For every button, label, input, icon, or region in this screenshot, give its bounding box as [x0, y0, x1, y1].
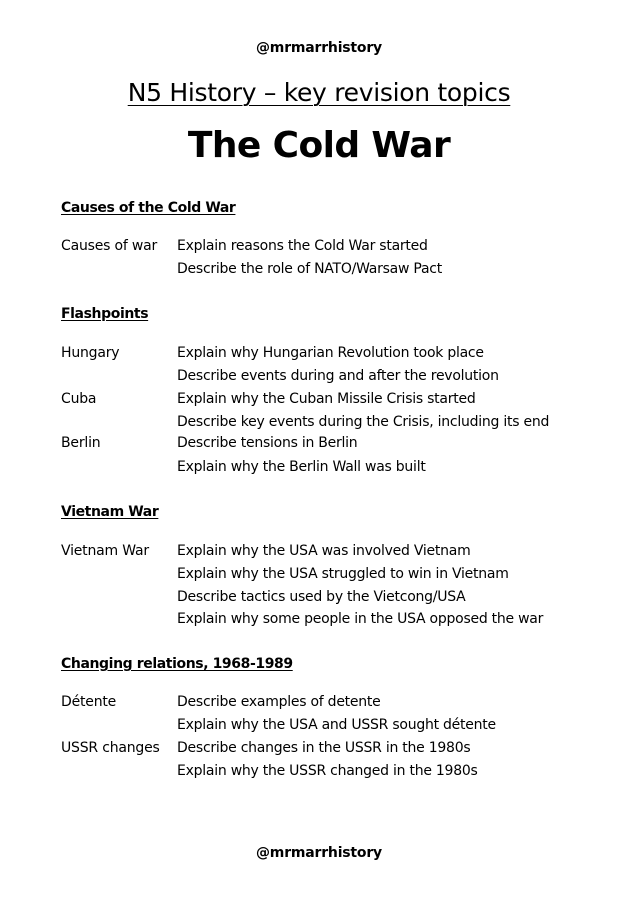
point-item: Explain why the USA and USSR sought détente: [177, 717, 496, 733]
page-subtitle: N5 History – key revision topics: [127, 78, 511, 107]
point-item: Explain why the USA struggled to win in Vietnam: [177, 566, 509, 582]
section-heading-flashpoints: Flashpoints: [61, 306, 149, 322]
point-item: Explain why the Berlin Wall was built: [177, 459, 426, 475]
topic-ussr-changes: USSR changes: [61, 740, 160, 756]
point-item: Explain why the Cuban Missile Crisis started: [177, 391, 476, 407]
point-item: Describe events during and after the revolution: [177, 368, 499, 384]
point-item: Describe the role of NATO/Warsaw Pact: [177, 261, 442, 277]
page-title: The Cold War: [187, 125, 451, 166]
section-heading-changing-relations: Changing relations, 1968-1989: [61, 656, 293, 672]
point-item: Explain reasons the Cold War started: [177, 238, 428, 254]
topic-vietnam-war: Vietnam War: [61, 543, 149, 559]
point-item: Explain why Hungarian Revolution took place: [177, 345, 484, 361]
point-item: Describe examples of detente: [177, 694, 381, 710]
topic-detente: Détente: [61, 694, 117, 710]
topic-hungary: Hungary: [61, 345, 120, 361]
point-item: Describe tactics used by the Vietcong/USA: [177, 589, 466, 605]
point-item: Explain why the USSR changed in the 1980s: [177, 763, 478, 779]
point-item: Describe tensions in Berlin: [177, 435, 358, 451]
point-item: Describe changes in the USSR in the 1980s: [177, 740, 471, 756]
footer-handle: @mrmarrhistory: [256, 845, 382, 861]
point-item: Describe key events during the Crisis, including its end: [177, 414, 550, 430]
topic-berlin: Berlin: [61, 435, 101, 451]
section-heading-causes: Causes of the Cold War: [61, 200, 236, 216]
header-handle: @mrmarrhistory: [256, 40, 382, 56]
topic-cuba: Cuba: [61, 391, 97, 407]
point-item: Explain why some people in the USA opposed the war: [177, 611, 544, 627]
point-item: Explain why the USA was involved Vietnam: [177, 543, 471, 559]
topic-causes-of-war: Causes of war: [61, 238, 158, 254]
section-heading-vietnam: Vietnam War: [61, 504, 159, 520]
